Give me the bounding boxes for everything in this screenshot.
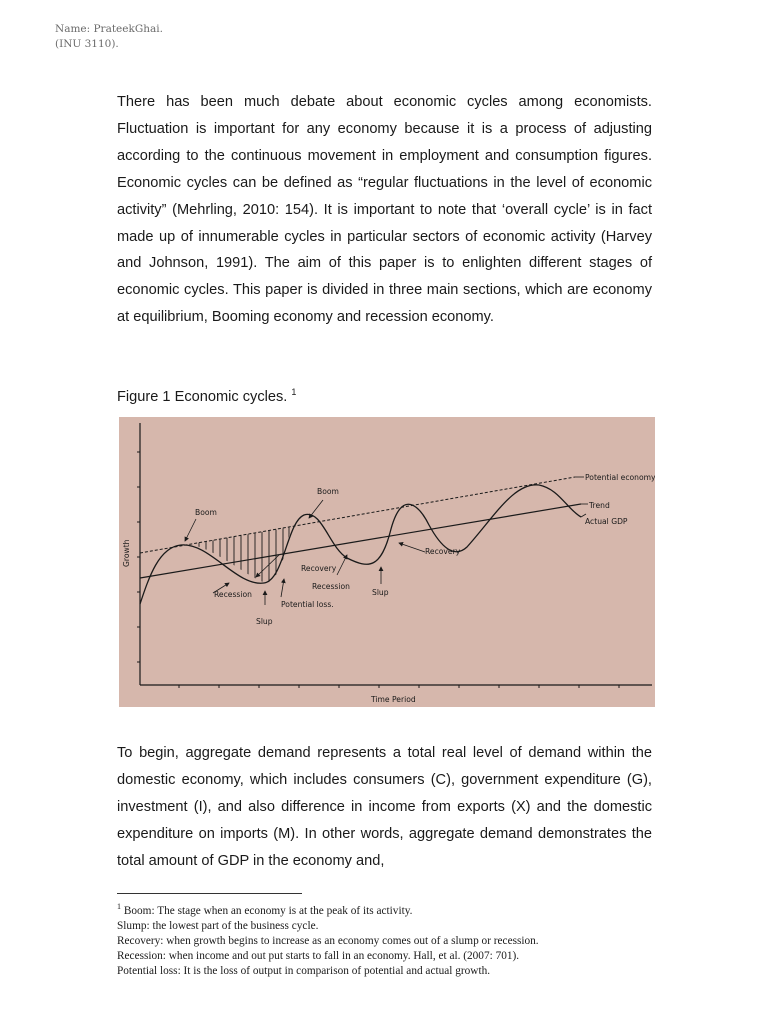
footnote-line-potential-loss: Potential loss: It is the loss of output in comparison of potential and actual growth. [117,964,491,977]
economic-cycle-figure [119,417,655,707]
author-name: Name: PrateekGhai. [55,23,163,35]
footnotes [117,899,539,979]
recovery-label-2: Recovery [301,564,337,573]
trend-label: Trend [589,501,610,510]
footnote-line-recovery: Recovery: when growth begins to increase as an economy comes out of a slump or recession. [117,934,539,947]
footnote-line-slump: Slump: the lowest part of the business cycle. [117,919,319,932]
potential-loss-hatching [199,517,289,617]
recovery-label-1: Recovery [425,547,461,556]
slup-label-2: Slup [372,588,389,597]
actual-gdp-label: Actual GDP [585,517,628,526]
author-id: (INU 3110). [55,38,119,50]
potential-loss-label: Potential loss. [281,600,334,609]
boom-label-1: Boom [195,508,217,517]
potential-economy-label: Potential economy [585,473,655,482]
label-pointers [185,477,588,605]
aggregate-demand-paragraph: To begin, aggregate demand represents a total real level of demand within the domestic economy, which includes consumers (C), government expenditure (G), investment (I), and also difference in income from exports (X) and the domestic expenditure on imports (M). In other words, aggregate demand demonstrates the total amount of GDP in the economy and, [117,745,652,869]
footnote-marker: 1 [117,902,121,911]
document-header [55,22,163,52]
footnote-text-boom: Boom: The stage when an economy is at the peak of its activity. [123,904,413,917]
figure-caption [117,387,296,405]
y-axis-label: Growth [122,539,131,567]
footnote-line-boom [117,899,539,919]
footnote-line-recession: Recession: when income and out put starts to fall in an economy. Hall, et al. (2007: 701). [117,949,520,962]
recession-label-2: Recession [312,582,350,591]
economic-cycle-diagram [119,417,655,707]
figure-caption-text: Figure 1 Economic cycles. [117,388,288,405]
intro-paragraph: There has been much debate about economic cycles among economists. Fluctuation is important for any economy because it is a process of adjusting according to the continuous movement in employment and consumption figures. Economic cycles can be defined as “regular fluctuations in the level of economic activity” (Mehrling, 2010: 154). It is important to note that ‘overall cycle’ is in fact made up of innumerable cycles in particular sectors of economic activity (Harvey and Johnson, 1991). The aim of this paper is to enlighten different stages of economic cycles. This paper is divided in three main sections, which are economy at equilibrium, Booming economy and recession economy. [117,94,652,326]
footnote-separator [117,893,302,894]
boom-label-2: Boom [317,487,339,496]
figure-footnote-ref: 1 [291,387,297,397]
slup-label-1: Slup [256,617,273,626]
recession-label-1: Recession [214,590,252,599]
x-axis-label: Time Period [371,695,416,704]
